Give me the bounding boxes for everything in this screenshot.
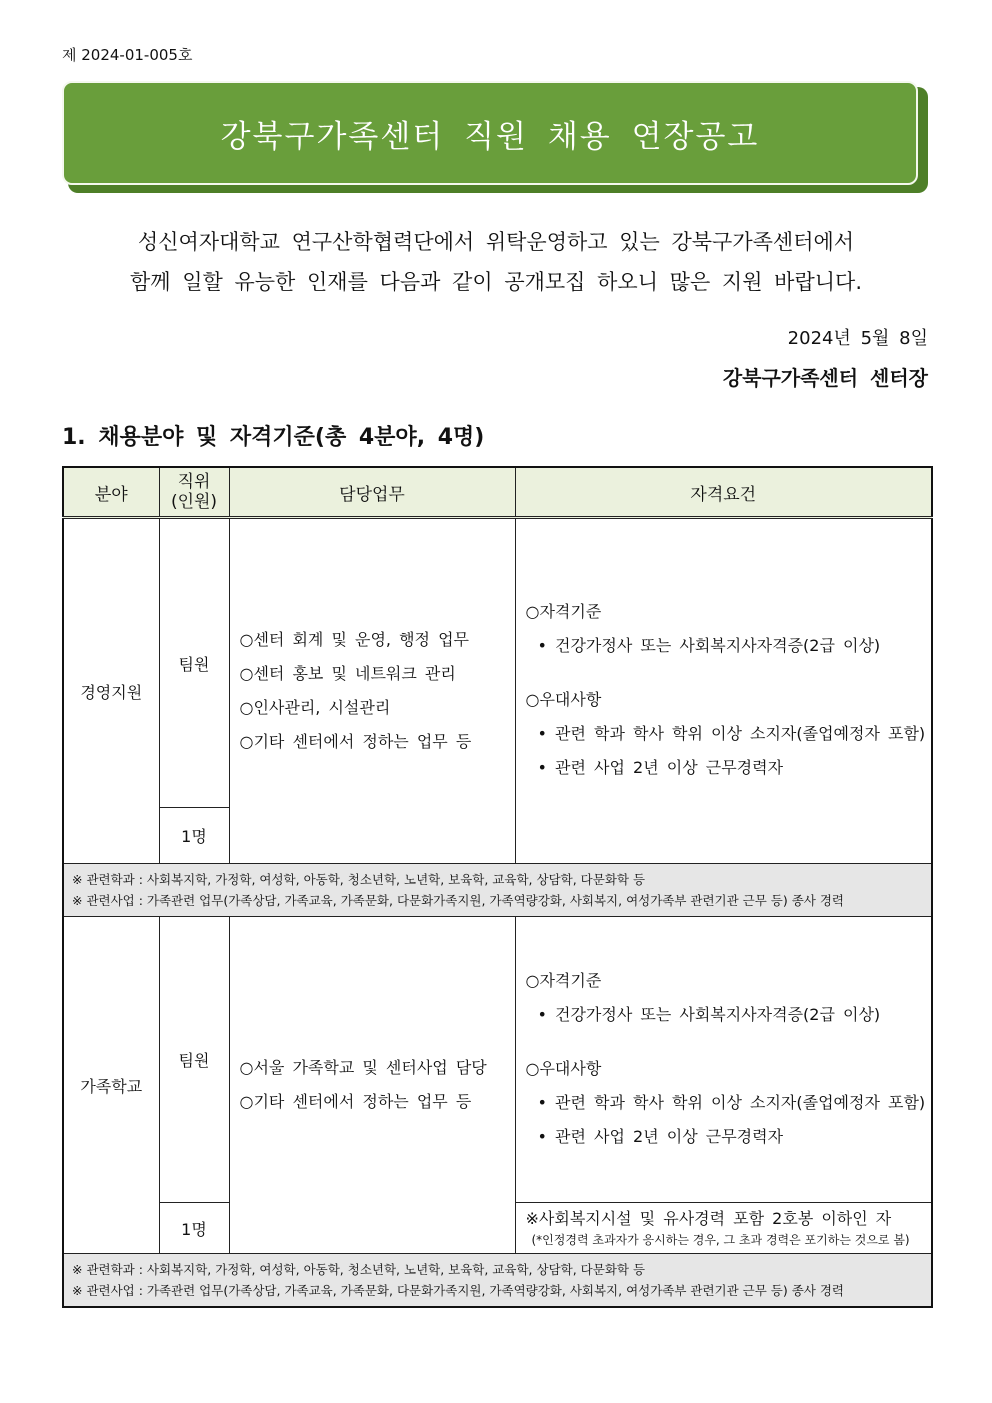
qualification-item: • 건강가정사 또는 사회복지사자격증(2급 이상): [537, 1004, 881, 1024]
duty-item: ○인사관리, 시설관리: [239, 698, 391, 717]
duty-item: ○서울 가족학교 및 센터사업 담당: [239, 1058, 487, 1077]
duty-item: ○센터 홍보 및 네트워크 관리: [239, 664, 456, 683]
section-title: 1. 채용분야 및 자격기준(총 4분야, 4명): [62, 425, 485, 450]
intro-line-1: 성신여자대학교 연구산학협력단에서 위탁운영하고 있는 강북구가족센터에서: [137, 230, 855, 254]
count-cell: 1명: [159, 1203, 229, 1254]
field-cell: 가족학교: [63, 917, 159, 1254]
note-related-majors: ※ 관련학과 : 사회복지학, 가정학, 여성학, 아동학, 청소년학, 노년학, 보육학, 교육학, 상담학, 다문화학 등: [72, 1262, 646, 1277]
preference-item: • 관련 사업 2년 이상 근무경력자: [537, 1126, 784, 1146]
header-position-line2: (인원): [170, 492, 218, 512]
field-cell: 경영지원: [63, 518, 159, 864]
qualification-heading: ○자격기준: [525, 970, 602, 990]
table-header-row: [63, 467, 932, 518]
qualification-cell: [515, 518, 932, 864]
signer: 강북구가족센터 센터장: [722, 366, 928, 390]
intro-line-2: 함께 일할 유능한 인재를 다음과 같이 공개모집 하오니 많은 지원 바랍니다.: [129, 270, 862, 294]
duty-item: ○기타 센터에서 정하는 업무 등: [239, 1092, 472, 1111]
note-related-majors: ※ 관련학과 : 사회복지학, 가정학, 여성학, 아동학, 청소년학, 노년학, 보육학, 교육학, 상담학, 다문화학 등: [72, 872, 646, 887]
page-title: 강북구가족센터 직원 채용 연장공고: [220, 118, 760, 155]
duty-cell: [229, 917, 515, 1254]
preference-heading: ○우대사항: [525, 690, 602, 709]
header-qualification: 자격요건: [515, 467, 932, 518]
qualification-cell: [515, 917, 932, 1203]
duty-cell: [229, 518, 515, 864]
qualification-heading: ○자격기준: [525, 602, 602, 621]
header-field: 분야: [63, 467, 159, 518]
document-number: 제 2024-01-005호: [62, 46, 193, 64]
duty-item: ○센터 회계 및 운영, 행정 업무: [239, 630, 469, 649]
extra-condition-note: (*인정경력 초과자가 응시하는 경우, 그 초과 경력은 포기하는 것으로 봄): [531, 1233, 910, 1247]
extra-condition-cell: [515, 1203, 932, 1254]
preference-item: • 관련 학과 학사 학위 이상 소지자(졸업예정자 포함): [537, 1092, 926, 1112]
note-cell: [63, 1254, 932, 1308]
position-cell: 팀원: [159, 917, 229, 1203]
qualification-item: • 건강가정사 또는 사회복지사자격증(2급 이상): [537, 636, 881, 655]
header-position-line1: 직위: [177, 472, 211, 492]
table-row: [63, 917, 932, 1203]
note-row: [63, 1254, 932, 1308]
header-position: [159, 467, 229, 518]
extra-condition: ※사회복지시설 및 유사경력 포함 2호봉 이하인 자: [525, 1209, 892, 1228]
recruitment-table: [62, 466, 933, 1308]
count-cell: 1명: [159, 808, 229, 864]
position-cell: 팀원: [159, 518, 229, 808]
duty-item: ○기타 센터에서 정하는 업무 등: [239, 732, 472, 751]
table-row: [63, 518, 932, 808]
note-related-work: ※ 관련사업 : 가족관련 업무(가족상담, 가족교육, 가족문화, 다문화가족지원, 가족역량강화, 사회복지, 여성가족부 관련기관 근무 등) 종사 경력: [72, 1283, 845, 1298]
title-banner: [62, 81, 918, 185]
note-related-work: ※ 관련사업 : 가족관련 업무(가족상담, 가족교육, 가족문화, 다문화가족지원, 가족역량강화, 사회복지, 여성가족부 관련기관 근무 등) 종사 경력: [72, 893, 845, 908]
announcement-date: 2024년 5월 8일: [787, 328, 928, 349]
header-duty: 담당업무: [229, 467, 515, 518]
preference-item: • 관련 학과 학사 학위 이상 소지자(졸업예정자 포함): [537, 724, 926, 743]
note-row: [63, 864, 932, 917]
preference-item: • 관련 사업 2년 이상 근무경력자: [537, 758, 784, 777]
note-cell: [63, 864, 932, 917]
preference-heading: ○우대사항: [525, 1058, 602, 1078]
